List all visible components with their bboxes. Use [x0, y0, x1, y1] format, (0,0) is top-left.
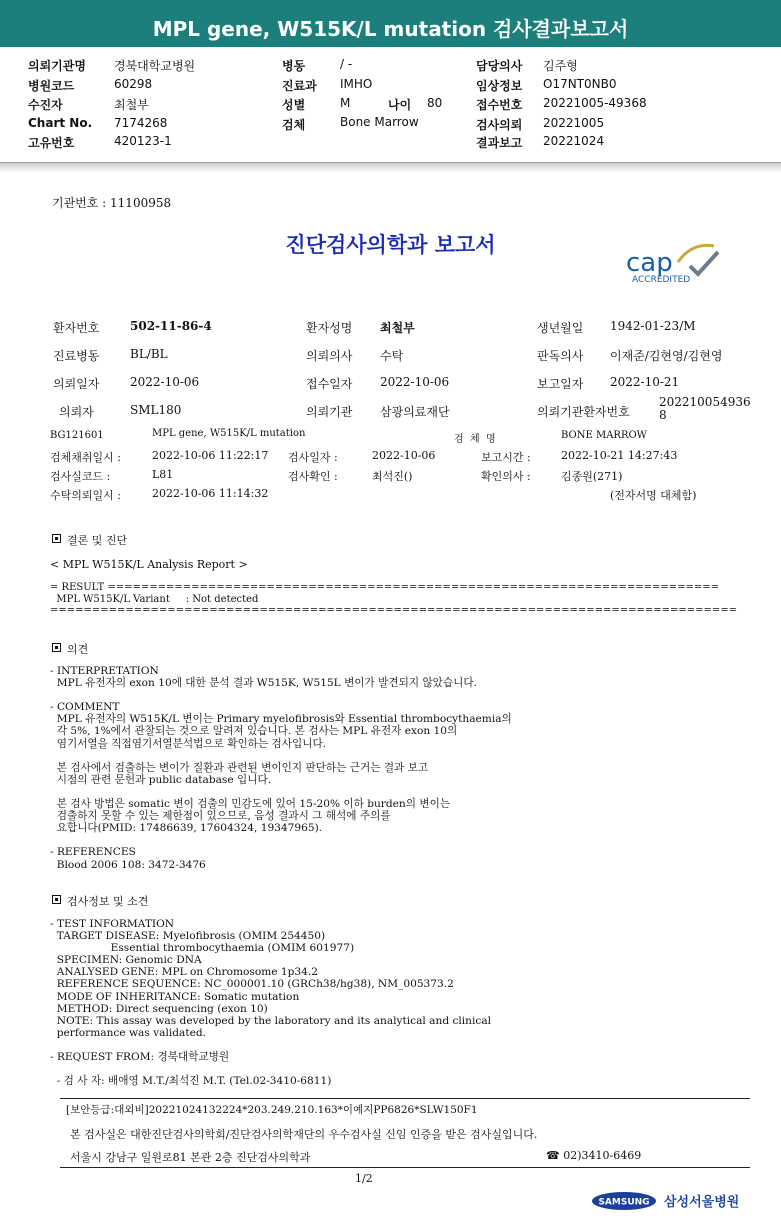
summary-value: 20221005 — [543, 116, 605, 130]
summary-label: 고유번호 — [28, 136, 75, 150]
patient-label: 판독의사 — [537, 349, 584, 363]
svg-text:cap: cap — [626, 248, 673, 278]
confirm-label: 검사확인 : — [288, 470, 338, 483]
patient-label: 보고일자 — [537, 377, 584, 391]
summary-label: 병원코드 — [28, 79, 75, 93]
cap-accredited-logo — [626, 240, 726, 284]
square-bullet-icon — [52, 643, 61, 652]
patient-label: 의뢰기관환자번호 — [537, 405, 630, 419]
patient-label: 의뢰자 — [59, 405, 94, 419]
doctor-label: 확인의사 : — [481, 470, 531, 483]
patient-label: 환자성명 — [306, 321, 353, 335]
report-time-value: 2022-10-21 14:27:43 — [561, 449, 678, 462]
patient-label: 생년월일 — [537, 321, 584, 335]
lab-phone: ☎ 02)3410-6469 — [546, 1149, 642, 1162]
specimen-label: 검 체 명 — [454, 434, 496, 445]
page-shadow — [0, 163, 781, 173]
samsung-hospital-logo — [592, 1190, 772, 1216]
test-info-block: - TEST INFORMATION TARGET DISEASE: Myelofibrosis (OMIM 254450) Essential thrombocythaemia (OMIM 601977) SPECIMEN: Genomic DNA ANALYSED GENE: MPL on Chromosome 1p34.2 REFERENCE SEQUENCE: NC_000001.10 (GRCh38/hg38), NM_005373.2 MODE OF INHERITANCE: Somatic mutation METHOD: Direct sequencing (exon 10) NOTE: This assay was developed by the laboratory and its analytical and clinical performance was validated. - REQUEST FROM: 경북대학교병원 - 검 사 자: 배애영 M.T./최석진 M.T. (Tel.02-3410-6811) — [50, 918, 492, 1088]
summary-value: 최철부 — [114, 98, 149, 112]
summary-label: 임상정보 — [476, 79, 523, 93]
summary-label: 담당의사 — [476, 59, 523, 73]
summary-label: 결과보고 — [476, 136, 523, 150]
esign-note: (전자서명 대체함) — [610, 489, 697, 502]
summary-label: 의뢰기관명 — [28, 59, 86, 73]
summary-value: M — [340, 96, 351, 110]
certification-text: 본 검사실은 대한진단검사의학회/진단검사의학재단의 우수검사실 신임 인증을 받은 검사실입니다. — [70, 1128, 538, 1141]
summary-label: 진료과 — [282, 79, 317, 93]
summary-label: 검체 — [282, 118, 306, 132]
patient-label: 의뢰일자 — [53, 377, 100, 391]
page-number: 1/2 — [355, 1172, 373, 1185]
patient-value: 수탁 — [380, 349, 404, 363]
report-title: 진단검사의학과 보고서 — [285, 232, 496, 257]
patient-value: 2022-10-06 — [130, 375, 200, 389]
room-label: 검사실코드 : — [50, 470, 111, 483]
patient-value: 삼광의료재단 — [380, 405, 450, 419]
analysis-title: < MPL W515K/L Analysis Report > — [50, 558, 248, 571]
room-value: L81 — [152, 468, 174, 481]
consign-value: 2022-10-06 11:14:32 — [152, 487, 269, 500]
summary-value: / - — [340, 57, 353, 71]
summary-value: 420123-1 — [114, 134, 172, 148]
summary-value: IMHO — [340, 77, 373, 91]
summary-value: 김주형 — [543, 59, 578, 73]
patient-label: 진료병동 — [53, 349, 100, 363]
summary-label: 병동 — [282, 59, 306, 73]
institution-number: 기관번호 : 11100958 — [52, 196, 172, 210]
section-opinion: 의견 — [52, 641, 88, 657]
consign-label: 수탁의뢰일시 : — [50, 489, 121, 502]
test-name: MPL gene, W515K/L mutation — [152, 428, 306, 439]
summary-value: 20221024 — [543, 134, 605, 148]
square-bullet-icon — [52, 895, 61, 904]
lab-address: 서울시 강남구 일원로81 본관 2층 진단검사의학과 — [70, 1151, 311, 1164]
age-label: 나이 — [388, 98, 412, 112]
age-value: 80 — [427, 96, 443, 110]
patient-label: 환자번호 — [53, 321, 100, 335]
confirm-value: 최석진() — [372, 470, 413, 483]
security-line: [보안등급:대외비]20221024132224*203.249.210.163*이예지PP6826*SLW150F1 — [66, 1104, 478, 1116]
test-date-value: 2022-10-06 — [372, 449, 436, 462]
footer-divider — [60, 1098, 750, 1099]
summary-value: 20221005-49368 — [543, 96, 647, 110]
summary-label: Chart No. — [28, 116, 93, 130]
patient-label: 의뢰의사 — [306, 349, 353, 363]
doctor-value: 김종원(271) — [561, 470, 623, 483]
patient-value: 1942-01-23/M — [610, 319, 696, 333]
test-date-label: 검사일자 : — [288, 451, 338, 464]
summary-label: 수진자 — [28, 98, 63, 112]
summary-value: Bone Marrow — [340, 115, 419, 129]
patient-label: 접수일자 — [306, 377, 353, 391]
patient-value: SML180 — [130, 403, 182, 417]
patient-value: BL/BL — [130, 347, 168, 361]
report-time-label: 보고시간 : — [481, 451, 531, 464]
result-block: = RESULT ========================================================================= MPL W515K/L Variant : Not detected ================================================================================== — [50, 582, 738, 616]
summary-value: 7174268 — [114, 116, 168, 130]
summary-value: 경북대학교병원 — [114, 59, 196, 73]
svg-text:SAMSUNG: SAMSUNG — [598, 1197, 650, 1208]
summary-value: O17NT0NB0 — [543, 77, 617, 91]
footer-divider — [60, 1167, 750, 1168]
collect-label: 검체채취일시 : — [50, 451, 121, 464]
summary-label: 접수번호 — [476, 98, 523, 112]
patient-value: 2022-10-21 — [610, 375, 680, 389]
patient-value: 202210054936 8 — [659, 395, 751, 422]
summary-label: 검사의뢰 — [476, 118, 523, 132]
section-test-info: 검사정보 및 소견 — [52, 893, 148, 909]
patient-value: 502-11-86-4 — [130, 319, 212, 333]
section-conclusion: 결론 및 진단 — [52, 532, 127, 548]
patient-value: 최철부 — [380, 321, 415, 335]
collect-value: 2022-10-06 11:22:17 — [152, 449, 269, 462]
svg-text:삼성서울병원: 삼성서울병원 — [664, 1195, 740, 1210]
square-bullet-icon — [52, 534, 61, 543]
patient-label: 의뢰기관 — [306, 405, 353, 419]
patient-value: 2022-10-06 — [380, 375, 450, 389]
report-header-title: MPL gene, W515K/L mutation 검사결과보고서 — [152, 17, 629, 41]
test-code: BG121601 — [50, 430, 104, 441]
summary-label: 성별 — [282, 98, 306, 112]
summary-value: 60298 — [114, 77, 153, 91]
patient-value: 이재준/김현영/김현영 — [610, 349, 723, 363]
report-header — [0, 0, 781, 47]
svg-text:ACCREDITED: ACCREDITED — [632, 275, 691, 284]
specimen-value: BONE MARROW — [561, 430, 647, 441]
opinion-block: - INTERPRETATION MPL 유전자의 exon 10에 대한 분석 결과 W515K, W515L 변이가 발견되지 않았습니다. - COMMENT MPL 유전자의 W515K/L 변이는 Primary myelofibrosis와 Essential thrombocythaemia의 각 5%, 1%에서 관찰되는 것으로 알려져 있습니다. 본 검사는 MPL 유전자 exon 10의 염기서열을 직접염기서열분석법으로 확인하는 검사입니다. 본 검사에서 검출하는 변이가 질환과 관련된 변이인지 판단하는 근거는 결과 보고 시점의 관련 문헌과 public database 입니다. 본 검사 방법은 somatic 변이 검출의 민감도에 있어 15-20% 이하 burden의 변이는 검출하지 못할 수 있는 제한점이 있으므로, 음성 결과시 그 해석에 주의를 요합니다(PMID: 17486639, 17604324, 19347965). - REFERENCES Blood 2006 108: 3472-3476 — [50, 665, 512, 871]
